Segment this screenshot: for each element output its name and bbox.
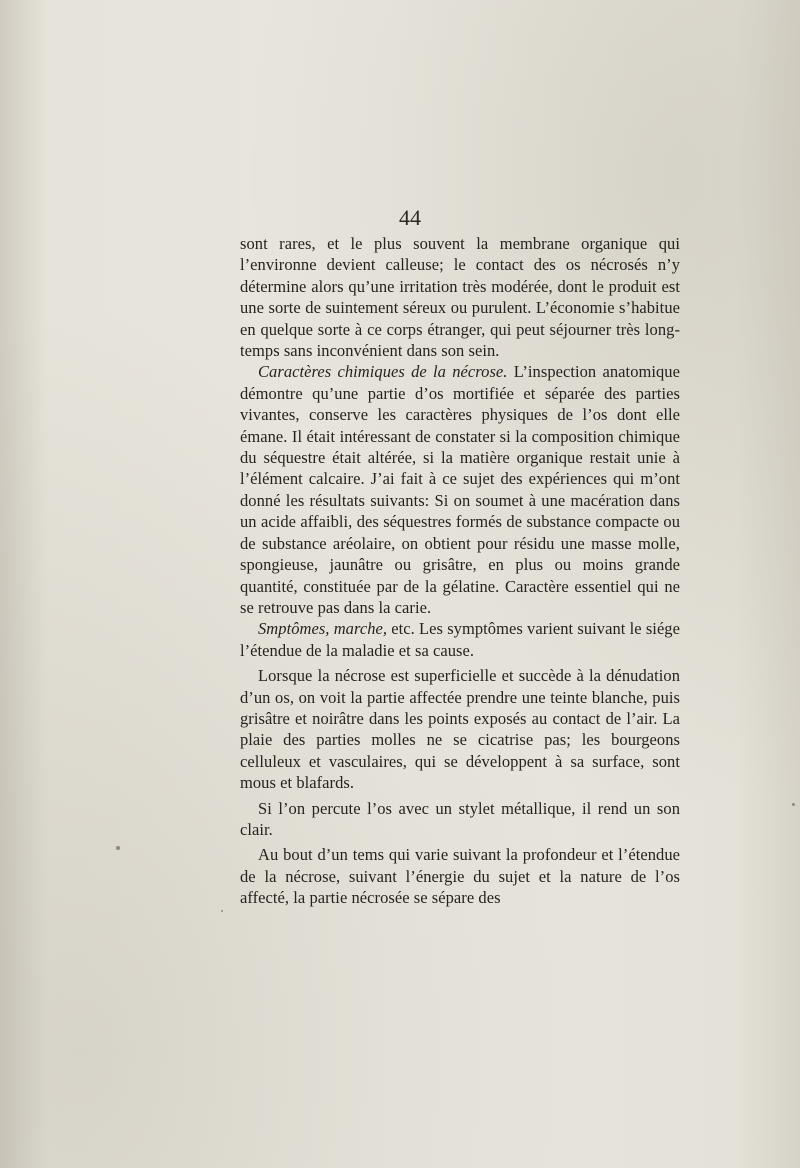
paper-speck bbox=[116, 846, 120, 850]
paragraph-3-text: etc. Les symptômes varient suivant le siége l’étendue de la maladie et sa cause. bbox=[240, 619, 680, 660]
paper-speck bbox=[221, 910, 223, 912]
paragraph-5 bbox=[240, 798, 680, 841]
page-number: 44 bbox=[399, 205, 421, 230]
paragraph-6 bbox=[240, 844, 680, 908]
paragraph-5-text: Si l’on percute l’os avec un stylet métallique, il rend un son clair. bbox=[240, 798, 680, 839]
section-heading-symptoms: Smptômes, marche, bbox=[258, 619, 388, 639]
paragraph-symptoms bbox=[240, 618, 680, 661]
section-heading-chemical: Caractères chimiques de la nécrose. bbox=[258, 362, 508, 382]
paper-speck bbox=[792, 803, 795, 806]
paragraph-2-text: L’inspection anatomique démontre qu’une partie d’os mortifiée et séparée des parties vivantes, conserve les caractères physiques de l’os dont elle émane. Il était intéressant de constater si la composition chimique du séquestre était altérée, si la matière organique restait unie à l’élément calcaire. J’ai fait à ce sujet des expériences qui m’ont donné les résultats suivants: Si on soumet à une macération dans un acide affaibli, des séquestres formés de substance compacte ou de substance aréolaire, on obtient pour résidu une masse molle, spongieuse, jaunâtre ou grisâtre, en plus ou moins grande quantité, constituée par de la gélatine. Caractère essentiel qui ne se retrouve pas dans la carie. bbox=[240, 362, 680, 617]
body-text bbox=[240, 233, 680, 909]
paragraph-1-text: sont rares, et le plus souvent la membrane organique qui l’environne devient calleuse; le contact des os nécrosés n’y détermine alors qu’une irritation très modérée, dont le produit est une sorte de suintement séreux ou purulent. L’économie s’habitue en quelque sorte à ce corps étranger, qui peut séjourner très long-temps sans inconvénient dans son sein. bbox=[240, 234, 680, 361]
paragraph-chemical-characters bbox=[240, 361, 680, 618]
paragraph-1 bbox=[240, 233, 680, 361]
paragraph-6-text: Au bout d’un tems qui varie suivant la profondeur et l’étendue de la nécrose, suivant l’énergie du sujet et la nature de l’os affecté, la partie nécrosée se sépare des bbox=[240, 845, 680, 908]
paragraph-4-text: Lorsque la nécrose est superficielle et succède à la dénudation d’un os, on voit la partie affectée prendre une teinte blanche, puis grisâtre et noirâtre dans les points exposés au contact de l’air. La plaie des parties molles ne se cicatrise pas; les bourgeons celluleux et vasculaires, qui se développent à sa surface, sont mous et blafards. bbox=[240, 666, 680, 793]
paragraph-4 bbox=[240, 665, 680, 793]
